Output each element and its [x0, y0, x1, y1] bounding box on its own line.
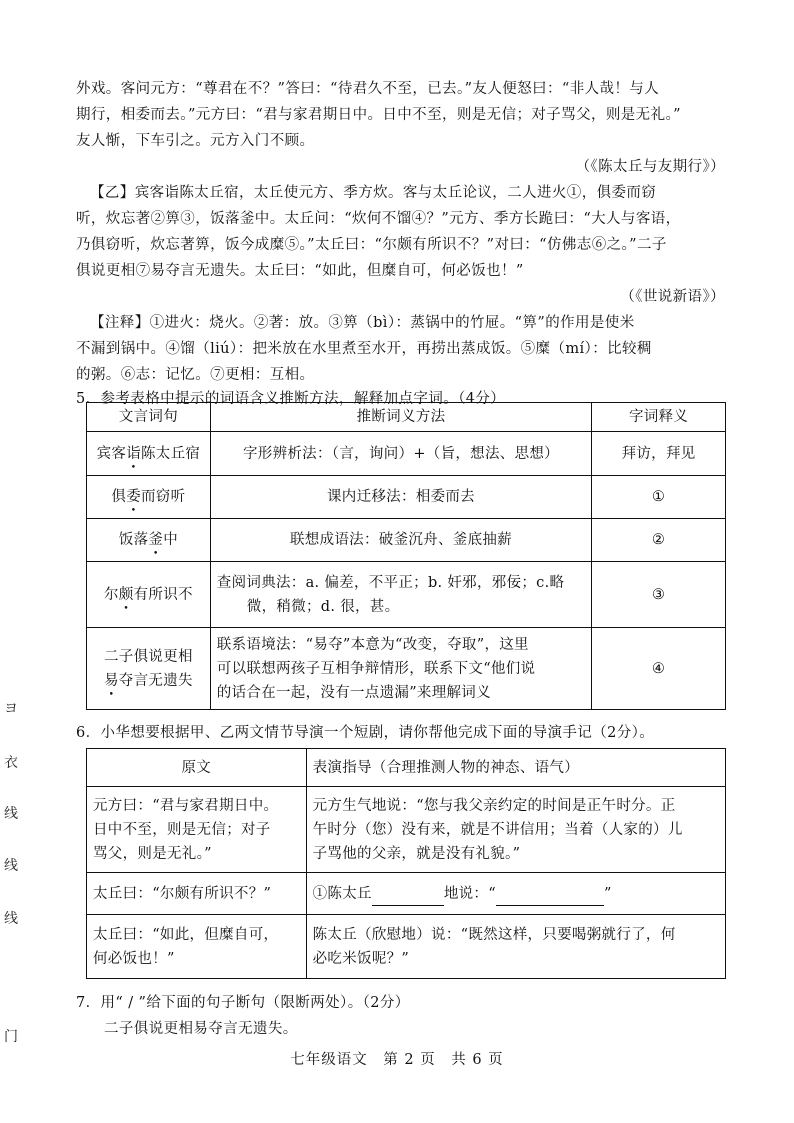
table-row [87, 915, 726, 979]
question-6-prompt: 6．小华想要根据甲、乙两文情节导演一个短剧，请你帮他完成下面的导演手记（2分）。 [76, 725, 655, 741]
q5-meaning: 拜访，拜见 [592, 432, 726, 476]
q6-header-original: 原文 [87, 749, 307, 787]
passage-yi-line: 听，炊忘著②箅③，饭落釜中。太丘问：“炊何不馏④？”元方、季方长跪曰：“大人与客语， [76, 211, 681, 227]
table-row [87, 519, 726, 562]
table-row [87, 562, 726, 628]
source-yi: （《世说新语》） [620, 289, 725, 305]
q5-method: 课内迁移法：相委而去 [210, 476, 591, 519]
table-row [87, 628, 726, 710]
margin-glyph: 衣 [4, 755, 18, 771]
q5-method: 联系语境法：“易夺”本意为“改变，夺取”，这里 可以联想两孩子互相争辩情形，联系下文“他们说 的话合在一起，没有一点遗漏”来理解词义 [210, 628, 591, 710]
dotted-char: 易 [103, 672, 119, 689]
passage-yi-line: 乃俱窃听，炊忘著箅，饭今成糜⑤。”太丘曰：“尔颇有所识不？”对曰：“仿佛志⑥之。”二子 [76, 237, 667, 253]
answer-blank-expression[interactable] [372, 881, 444, 906]
table-row [87, 873, 726, 915]
margin-glyph: 线 [4, 911, 18, 927]
q6-guide: 陈太丘（欣慰地）说：“既然这样，只要喝粥就行了，何 必吃米饭呢？” [306, 915, 725, 979]
answer-blank-2[interactable]: ② [592, 519, 726, 562]
notes-line: 不漏到锅中。④馏（liú）：把米放在水里煮至水开，再捞出蒸成饭。⑤糜（mí）：比较稠 [76, 341, 652, 357]
q5-phrase: 宾客诣陈太丘宿 [87, 432, 211, 476]
passage-jia-line: 外戏。客问元方：“尊君在不？”答曰：“待君久不至，已去。”友人便怒曰：“非人哉！与人 [76, 81, 660, 97]
q6-header-guide: 表演指导（合理推测人物的神态、语气） [306, 749, 725, 787]
question-5-prompt: 5．参考表格中提示的词语含义推断方法，解释加点字词。（4分） [76, 391, 506, 407]
q5-table [86, 402, 726, 710]
notes-line: 的粥。⑥志：记忆。⑦更相：互相。 [76, 367, 315, 383]
q5-method: 联想成语法：破釜沉舟、釜底抽薪 [210, 519, 591, 562]
page-footer: 七年级语文 第 2 页 共 6 页 [290, 1052, 504, 1068]
q5-header-method: 推断词义方法 [210, 403, 591, 432]
table-row [87, 787, 726, 873]
q5-header-phrase: 文言词句 [87, 403, 211, 432]
dotted-char: 委 [126, 489, 141, 505]
q6-original: 元方曰：“君与家君期日中。 日中不至，则是无信；对子 骂父，则是无礼。” [87, 787, 307, 873]
question-7-prompt: 7．用“ / ”给下面的句子断句（限断两处）。（2分） [76, 995, 410, 1011]
q5-method: 字形辨析法：（言，询问）+（旨，想法、思想） [210, 432, 591, 476]
q5-method: 查阅词典法：a. 偏差，不平正；b. 奸邪，邪佞；c.略 微，稍微；d. 很，甚。 [210, 562, 591, 628]
answer-blank-3[interactable]: ③ [592, 562, 726, 628]
answer-blank-1[interactable]: ① [592, 476, 726, 519]
dotted-char: 釜 [148, 532, 164, 548]
q6-guide: ①陈太丘 地说：“ ” [306, 873, 725, 915]
q6-guide: 元方生气地说：“您与我父亲约定的时间是正午时分。正 午时分（您）没有来，就是不讲信用；当着（人家的）儿 子骂他的父亲，就是没有礼貌。” [306, 787, 725, 873]
q6-original: 太丘曰：“尔颇有所识不？” [87, 873, 307, 915]
q5-phrase: 饭落釜中 [87, 519, 211, 562]
passage-yi-line: 俱说更相⑦易夺言无遗失。太丘曰：“如此，但糜自可，何必饭也！” [76, 263, 524, 279]
table-row [87, 432, 726, 476]
q5-header-meaning: 字词释义 [592, 403, 726, 432]
margin-glyph: ヨ [4, 701, 18, 717]
dotted-char: 颇 [118, 586, 134, 603]
question-7-sentence: 二子俱说更相易夺言无遗失。 [104, 1021, 298, 1037]
passage-jia-line: 友人惭，下车引之。元方入门不顾。 [76, 133, 315, 149]
dotted-char: 诣 [126, 445, 141, 462]
passage-jia-line: 期行，相委而去。”元方曰：“君与家君期日中。日中不至，则是无信；对子骂父，则是无礼。” [76, 107, 681, 123]
answer-blank-4[interactable]: ④ [592, 628, 726, 710]
q5-phrase: 俱委而窃听 [87, 476, 211, 519]
margin-glyph: 线 [4, 806, 18, 822]
margin-glyph: 门 [4, 1029, 18, 1045]
passage-yi-line: 【乙】宾客诣陈太丘宿，太丘使元方、季方炊。客与太丘论议，二人进火①，俱委而窃 [90, 185, 657, 201]
source-jia: （《陈太丘与友期行》） [575, 159, 725, 175]
notes-line: 【注释】①进火：烧火。②著：放。③箅（bì）：蒸锅中的竹屉。“箅”的作用是使米 [90, 315, 635, 331]
q6-table [86, 748, 726, 979]
q5-phrase: 尔颇有所识不 [87, 562, 211, 628]
table-row [87, 476, 726, 519]
margin-glyph: 线 [4, 858, 18, 874]
q6-original: 太丘曰：“如此，但糜自可， 何必饭也！” [87, 915, 307, 979]
q5-phrase: 二子俱说更相 易夺言无遗失 [87, 628, 211, 710]
answer-blank-speech[interactable] [496, 881, 604, 906]
